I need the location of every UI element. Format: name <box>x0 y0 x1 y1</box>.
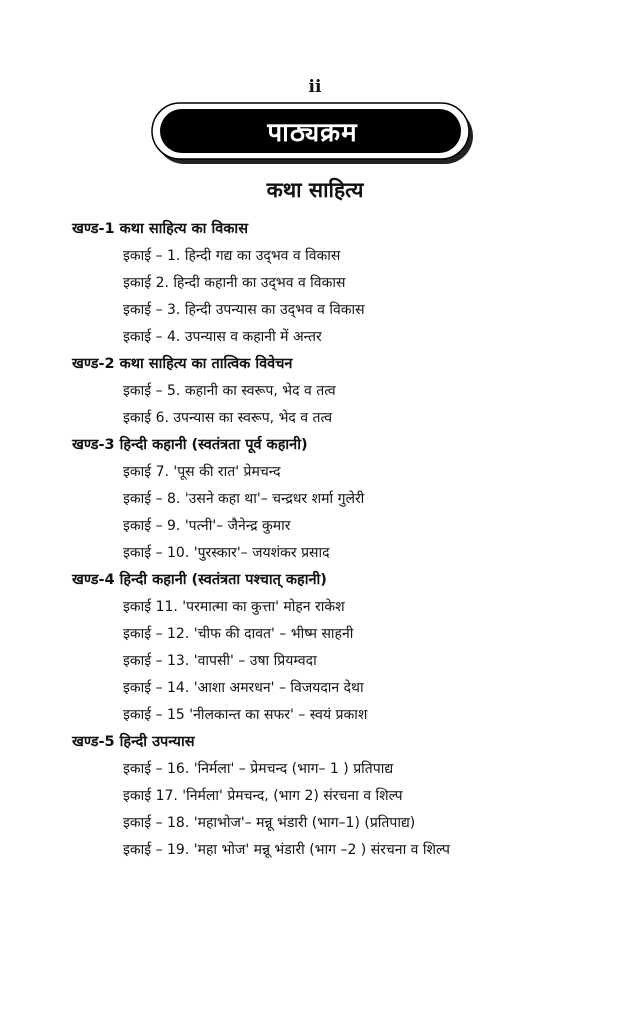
section-5 <box>72 729 612 864</box>
unit-7: इकाई 7. 'पूस की रात' प्रेमचन्द <box>123 464 281 480</box>
unit-5: इकाई – 5. कहानी का स्वरूप, भेद व तत्व <box>123 383 336 399</box>
unit-16: इकाई – 16. 'निर्मला' – प्रेमचन्द (भाग– 1 ) प्रतिपाद्य <box>123 761 394 777</box>
unit-12: इकाई – 12. 'चीफ की दावत' – भीष्म साहनी <box>123 626 354 642</box>
section-1 <box>72 216 612 351</box>
unit-18: इकाई – 18. 'महाभोज'– मन्नू भंडारी (भाग–1) (प्रतिपाद्य) <box>123 815 416 831</box>
title-banner <box>150 101 475 166</box>
banner-title: पाठ्यक्रम <box>267 118 358 148</box>
section-4 <box>72 567 612 729</box>
unit-13: इकाई – 13. 'वापसी' – उषा प्रियम्वदा <box>123 653 317 669</box>
unit-9: इकाई – 9. 'पत्नी'– जैनेन्द्र कुमार <box>123 518 291 534</box>
unit-1: इकाई – 1. हिन्दी गद्य का उद्‌भव व विकास <box>123 248 341 264</box>
unit-8: इकाई – 8. 'उसने कहा था'– चन्द्रधर शर्मा गुलेरी <box>123 491 365 507</box>
unit-2: इकाई 2. हिन्दी कहानी का उद्‌भव व विकास <box>123 275 346 291</box>
syllabus-list <box>72 216 612 864</box>
unit-4: इकाई – 4. उपन्यास व कहानी में अन्तर <box>123 329 322 345</box>
section-heading: खण्ड-3 हिन्दी कहानी (स्वतंत्रता पूर्व कहानी) <box>72 437 308 453</box>
unit-14: इकाई – 14. 'आशा अमरधन' – विजयदान देथा <box>123 680 364 696</box>
section-heading: खण्ड-5 हिन्दी उपन्यास <box>72 734 195 750</box>
unit-17: इकाई 17. 'निर्मला' प्रेमचन्द, (भाग 2) संरचना व शिल्प <box>123 788 403 804</box>
subject-title: कथा साहित्य <box>266 178 364 202</box>
unit-6: इकाई 6. उपन्यास का स्वरूप, भेद व तत्व <box>123 410 333 426</box>
unit-3: इकाई – 3. हिन्दी उपन्यास का उद्‌भव व विकास <box>123 302 365 318</box>
section-3 <box>72 432 612 567</box>
unit-19: इकाई – 19. 'महा भोज' मन्नू भंडारी (भाग –2 ) संरचना व शिल्प <box>123 842 450 858</box>
section-2 <box>72 351 612 432</box>
section-heading: खण्ड-4 हिन्दी कहानी (स्वतंत्रता पश्चात् कहानी) <box>72 572 327 588</box>
section-heading: खण्ड-1 कथा साहित्य का विकास <box>72 221 248 237</box>
unit-11: इकाई 11. 'परमात्मा का कुत्ता' मोहन राकेश <box>123 599 345 615</box>
unit-15: इकाई – 15 'नीलकान्त का सफर' – स्वयं प्रकाश <box>123 707 368 723</box>
unit-10: इकाई – 10. 'पुरस्कार'– जयशंकर प्रसाद <box>123 545 330 561</box>
page-number: ii <box>308 77 322 97</box>
section-heading: खण्ड-2 कथा साहित्य का तात्विक विवेचन <box>72 356 293 372</box>
